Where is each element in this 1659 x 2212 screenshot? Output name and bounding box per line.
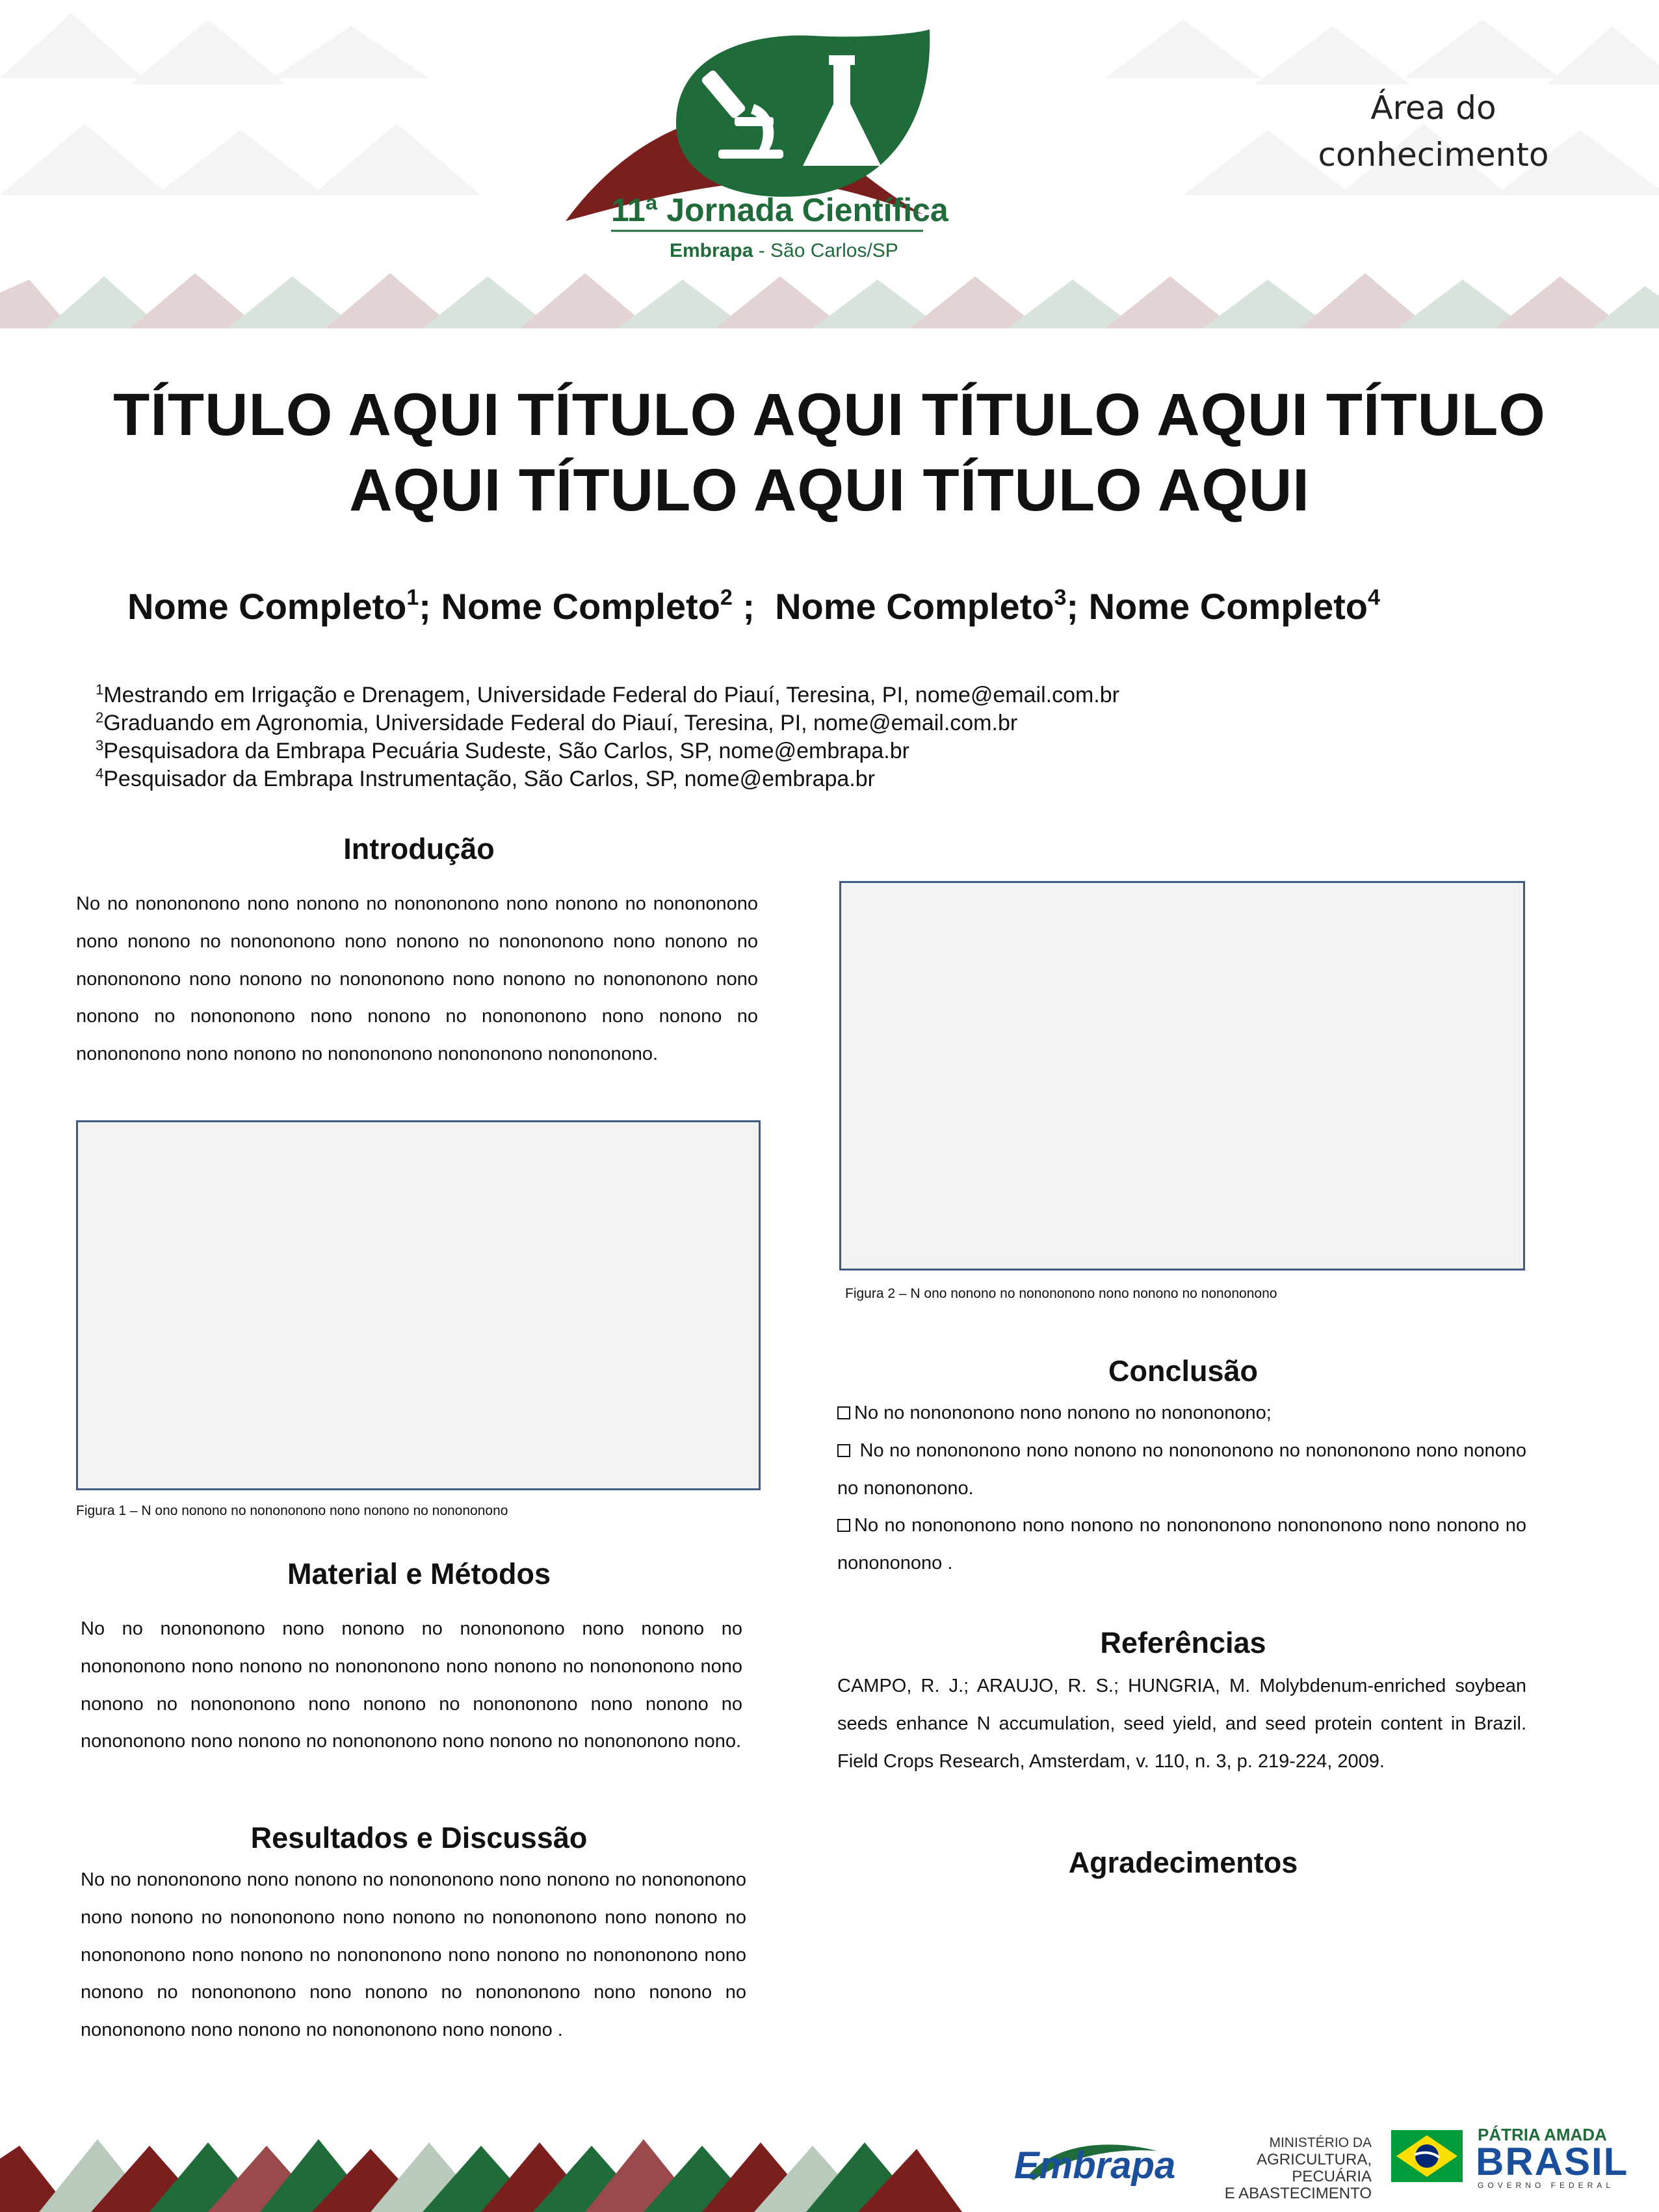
author-name: Nome Completo <box>441 586 720 627</box>
author-name: Nome Completo <box>775 586 1054 627</box>
affiliation-mark: 2 <box>96 709 104 726</box>
embrapa-logo <box>1008 2131 1177 2190</box>
header-colored-triangles <box>0 273 1659 328</box>
checkbox-icon <box>837 1519 850 1532</box>
brasil-wordmark: BRASIL <box>1476 2140 1629 2183</box>
author-mark: 3 <box>1054 585 1067 610</box>
affiliation-mark: 4 <box>96 765 104 782</box>
affiliation-text: Graduando em Agronomia, Universidade Federal do Piauí, Teresina, PI, nome@email.com.br <box>103 711 1018 735</box>
title-line: TÍTULO AQUI TÍTULO AQUI TÍTULO AQUI TÍTULO <box>113 382 1546 448</box>
acknowledgements-heading: Agradecimentos <box>1068 1846 1298 1879</box>
methods-text: No no nonononono nono nonono no nonononono nono nonono no nonononono nono nonono no nonononono nono nonono no nonononono nono nonono no nonononono nono nonono no nonononono nono nonono no nonononono nono nonono no nonononono nono nonono no nonononono nono. <box>81 1618 742 1752</box>
title-line: AQUI TÍTULO AQUI TÍTULO AQUI <box>349 457 1310 523</box>
ministry-logo <box>1190 2135 1372 2202</box>
affiliation-mark: 1 <box>96 681 104 698</box>
affiliation-text: Pesquisadora da Embrapa Pecuária Sudeste, São Carlos, SP, nome@embrapa.br <box>103 739 909 763</box>
brasil-subtitle: GOVERNO FEDERAL <box>1478 2181 1615 2190</box>
introduction-heading: Introdução <box>343 832 495 865</box>
author-name: Nome Completo <box>1088 586 1368 627</box>
conclusion-item-text: No no nonononono nono nonono no nonononono nonononono nono nonono no nonononono . <box>837 1515 1526 1574</box>
affiliation <box>96 765 1119 793</box>
methods-heading: Material e Métodos <box>287 1557 551 1590</box>
ministry-line: MINISTÉRIO DA <box>1269 2135 1372 2150</box>
logo-title: 11ª Jornada Científica <box>611 192 948 228</box>
logo-leaf <box>676 29 930 197</box>
conclusion-heading: Conclusão <box>1108 1354 1259 1388</box>
conclusion-item-text: No no nonononono nono nonono no nonononono no nonononono nono nonono no nonononono. <box>837 1440 1526 1499</box>
brazil-flag-icon <box>1391 2130 1463 2182</box>
author-mark: 4 <box>1367 585 1380 610</box>
affiliation-list <box>96 681 1119 793</box>
footer-triangles <box>0 2139 962 2212</box>
conclusion-item <box>837 1507 1526 1583</box>
ministry-line: E ABASTECIMENTO <box>1224 2185 1372 2202</box>
figure-2-placeholder <box>839 881 1525 1271</box>
brasil-tagline: PÁTRIA AMADA <box>1478 2125 1607 2144</box>
jornada-logo <box>559 20 1027 267</box>
conclusion-item <box>837 1432 1526 1508</box>
poster-title <box>39 377 1620 528</box>
checkbox-icon <box>837 1444 850 1457</box>
author-mark: 2 <box>720 585 733 610</box>
knowledge-area-line: conhecimento <box>1318 136 1549 174</box>
conclusion-list <box>837 1395 1526 1583</box>
affiliation <box>96 681 1119 709</box>
checkbox-icon <box>837 1406 850 1419</box>
knowledge-area <box>1294 85 1573 178</box>
embrapa-wordmark: Embrapa <box>1014 2144 1176 2187</box>
conclusion-item <box>837 1395 1526 1432</box>
affiliation-text: Pesquisador da Embrapa Instrumentação, São Carlos, SP, nome@embrapa.br <box>103 767 875 791</box>
author-mark: 1 <box>406 585 419 610</box>
results-text: No no nonononono nono nonono no nonononono nono nonono no nonononono nono nonono no nonononono nono nonono no nonononono nono nonono no nonononono nono nonono no nonononono nono nonono no nonononono nono nonono no nonononono nono nonono no nonononono nono nonono no nonononono nono nonono no nonononono nono nonono . <box>81 1869 746 2041</box>
affiliation <box>96 709 1119 737</box>
author-separator: ; <box>419 586 441 627</box>
results-heading: Resultados e Discussão <box>250 1821 588 1854</box>
conclusion-item-text: No no nonononono nono nonono no nonononono; <box>854 1402 1272 1423</box>
author-name: Nome Completo <box>127 586 407 627</box>
ministry-line: AGRICULTURA, PECUÁRIA <box>1257 2151 1372 2185</box>
references-heading: Referências <box>1100 1626 1266 1659</box>
author-separator: ; <box>732 586 776 627</box>
figure-1-placeholder <box>76 1120 761 1490</box>
logo-subtitle: Embrapa - São Carlos/SP <box>670 240 898 261</box>
knowledge-area-line: Área do <box>1370 89 1496 127</box>
affiliation-text: Mestrando em Irrigação e Drenagem, Universidade Federal do Piauí, Teresina, PI, nome@email.com.br <box>103 683 1119 707</box>
affiliation <box>96 737 1119 765</box>
figure-1-caption: Figura 1 – N ono nonono no nonononono nono nonono no nonononono <box>76 1503 508 1518</box>
introduction-text: No no nonononono nono nonono no nonononono nono nonono no nonononono nono nonono no nonononono nono nonono no nonononono nono nonono no nonononono nono nonono no nonononono nono nonono no nonononono nono nonono no nonononono nono nonono no nonononono nono nonono no nonononono nono nonono no nonononono nonononono nonononono. <box>76 893 758 1065</box>
affiliation-mark: 3 <box>96 737 104 754</box>
brasil-logo <box>1391 2124 1645 2189</box>
references-text: CAMPO, R. J.; ARAUJO, R. S.; HUNGRIA, M. Molybdenum-enriched soybean seeds enhance N accumulation, seed yield, and seed protein content in Brazil. Field Crops Research, Amsterdam, v. 110, n. 3, p. 219-224, 2009. <box>837 1676 1526 1772</box>
author-separator: ; <box>1066 586 1089 627</box>
author-list <box>127 584 1380 629</box>
figure-2-caption: Figura 2 – N ono nonono no nonononono nono nonono no nonononono <box>845 1286 1277 1301</box>
